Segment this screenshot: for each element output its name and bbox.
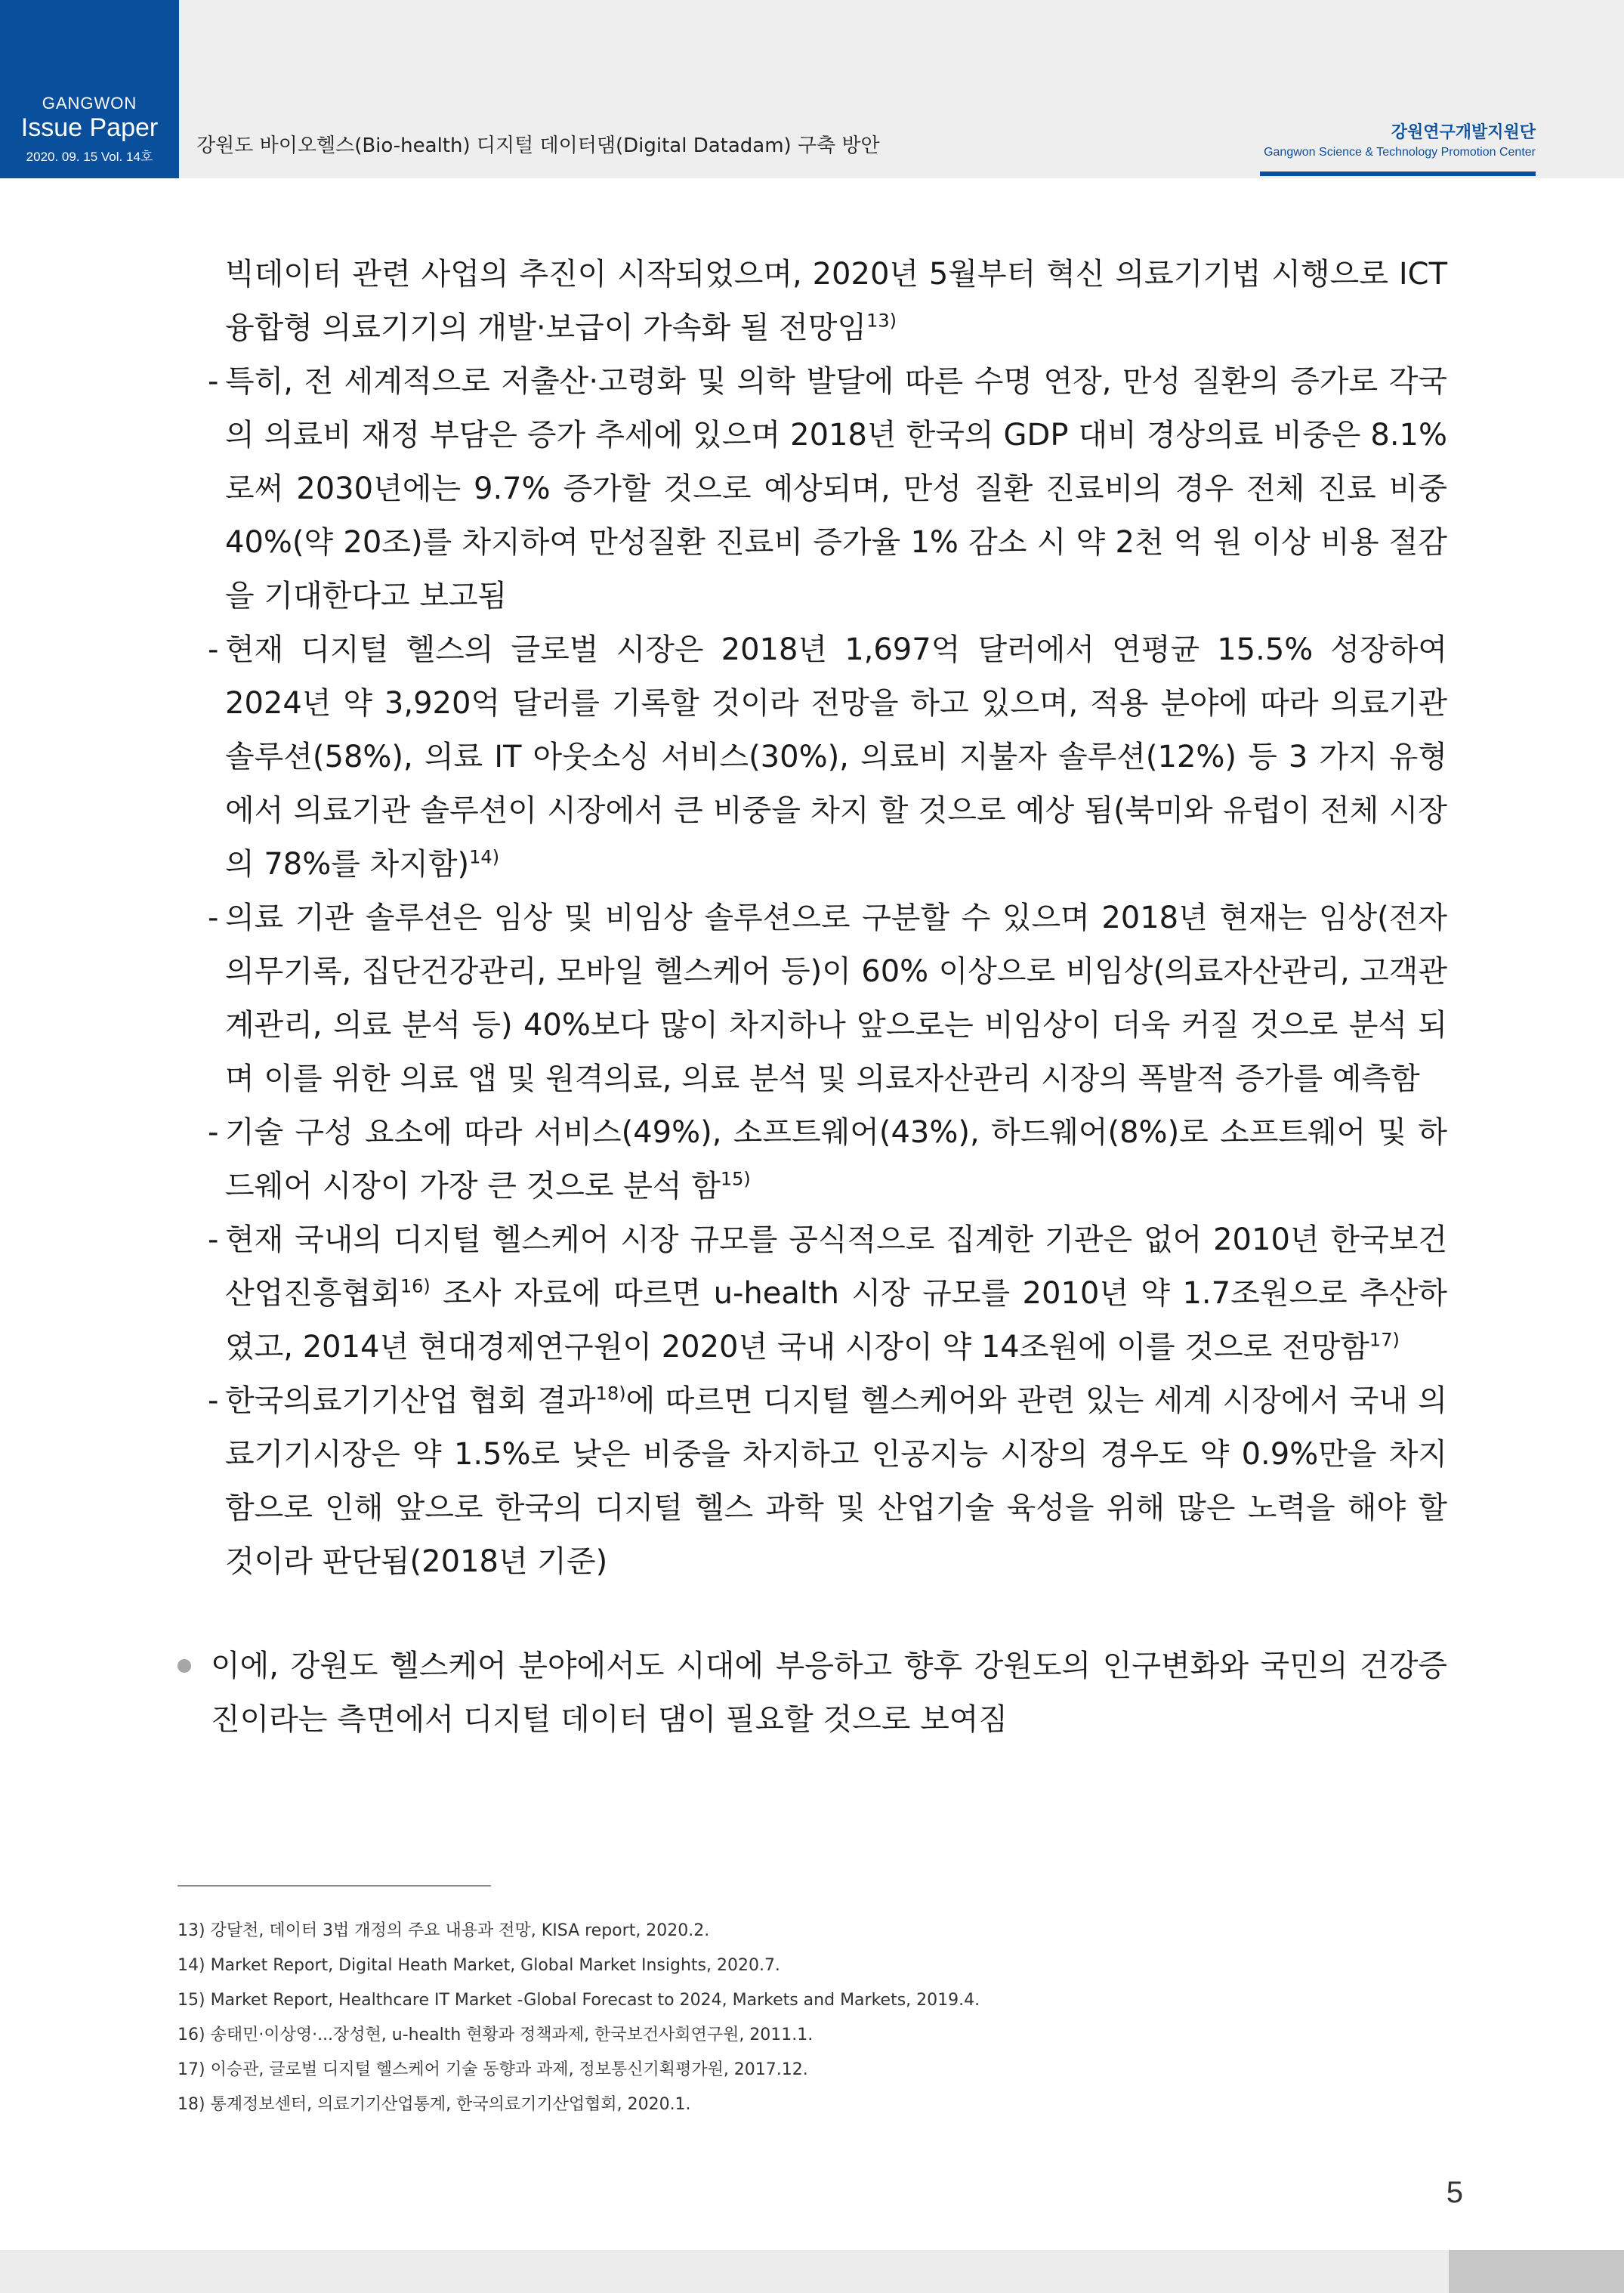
footer-tab [1449,2250,1624,2293]
list-item-text: 기술 구성 요소에 따라 서비스(49%), 소프트웨어(43%), 하드웨어(8%)로 소프트웨어 및 하드웨어 시장이 가장 큰 것으로 분석 함 [225,1115,1447,1204]
bullet-paragraph: 이에, 강원도 헬스케어 분야에서도 시대에 부응하고 향후 강원도의 인구변화와 국민의 건강증진이라는 측면에서 디지털 데이터 댐이 필요할 것으로 보여짐 [211,1649,1447,1737]
list-item-text: 현재 디지털 헬스의 글로벌 시장은 2018년 1,697억 달러에서 연평균 15.5% 성장하여 2024년 약 3,920억 달러를 기록할 것이라 전망을 하고 있으며, 적용 분야에 따라 의료기관 솔루션(58%), 의료 IT 아웃소싱 서비스(30%), 의료비 지불자 솔루션(12%) 등 3 가지 유형에서 의료기관 솔루션이 시장에서 큰 비중을 차지 할 것으로 예상 됨(북미와 유럽이 전체 시장의 78%를 차지함) [225,632,1447,882]
dash-marker: - [208,1115,219,1150]
footnote-divider [178,1885,491,1887]
dash-marker: - [208,901,219,935]
footnote-ref-14: 14) [469,846,500,868]
continuation-paragraph [225,248,1447,355]
list-item-text: 특히, 전 세계적으로 저출산·고령화 및 의학 발달에 따른 수명 연장, 만성 질환의 증가로 각국의 의료비 재정 부담은 증가 추세에 있으며 2018년 한국의 GDP 대비 경상의료 비중은 8.1%로써 2030년에는 9.7% 증가할 것으로 예상되며, 만성 질환 진료비의 경우 전체 진료 비중 40%(약 20조)를 차지하여 만성질환 진료비 증가율 1% 감소 시 약 2천 억 원 이상 비용 절감을 기대한다고 보고됨 [225,364,1447,613]
organization-underline [1260,172,1536,176]
footer-bar [0,2250,1449,2293]
organization-name-ko: 강원연구개발지원단 [1391,123,1536,142]
footnote-ref-15: 15) [720,1168,751,1190]
organization-name-en: Gangwon Science & Technology Promotion Center [1264,146,1536,159]
list-item-text: 의료 기관 솔루션은 임상 및 비임상 솔루션으로 구분할 수 있으며 2018년 현재는 임상(전자의무기록, 집단건강관리, 모바일 헬스케어 등)이 60% 이상으로 비임상(의료자산관리, 고객관계관리, 의료 분석 등) 40%보다 많이 차지하나 앞으로는 비임상이 더욱 커질 것으로 분석 되며 이를 위한 의료 앱 및 원격의료, 의료 분석 및 의료자산관리 시장의 폭발적 증가를 예측함 [225,901,1447,1096]
list-item [208,1213,1447,1374]
footnote-item: 15) Market Report, Healthcare IT Market -Global Forecast to 2024, Markets and Markets, 2019.4. [178,1991,980,2010]
dash-marker: - [208,1383,219,1418]
dash-list [208,355,1447,1589]
list-item-text: 한국의료기기산업 협회 결과 [225,1383,596,1418]
document-title: 강원도 바이오헬스(Bio-health) 디지털 데이터댐(Digital Datadam) 구축 방안 [196,134,880,157]
brand-issue-paper: Issue Paper [20,113,159,142]
footnote-ref-13: 13) [866,310,897,332]
list-item-text: 조사 자료에 따르면 u-health 시장 규모를 2010년 약 1.7조원으로 추산하였고, 2014년 현대경제연구원이 2020년 국내 시장이 약 14조원에 이를 것으로 전망함 [225,1276,1447,1364]
list-item-text: 현재 국내의 디지털 헬스케어 시장 규모를 공식적으로 집계한 기관은 없어 2010년 한국보건산업진흥협회 [225,1222,1447,1311]
list-item [208,1374,1447,1589]
list-item [208,1106,1447,1213]
footnote-list [178,1914,1462,2122]
list-item [208,355,1447,623]
footnote-ref-18: 18) [595,1383,626,1405]
brand-gangwon: GANGWON [42,94,137,113]
list-item [208,623,1447,892]
footnote-item: 17) 이승관, 글로벌 디지털 헬스케어 기술 동향과 과제, 정보통신기획평가원, 2017.12. [178,2060,808,2079]
footnote-ref-17: 17) [1369,1329,1400,1351]
brand-date-volume: 2020. 09. 15 Vol. 14호 [26,150,153,164]
dash-marker: - [208,364,219,399]
footnote-item: 16) 송태민·이상영·...장성현, u-health 현황과 정책과제, 한국보건사회연구원, 2011.1. [178,2026,814,2044]
footnote-ref-16: 16) [400,1275,431,1297]
footnote-item: 13) 강달천, 데이터 3법 개정의 주요 내용과 전망, KISA report, 2020.2. [178,1921,710,1940]
dash-marker: - [208,632,219,667]
dash-marker: - [208,1222,219,1257]
issue-paper-brand [0,0,179,178]
footnote-item: 14) Market Report, Digital Heath Market, Global Market Insights, 2020.7. [178,1956,780,1975]
list-item [208,892,1447,1106]
page-number: 5 [1446,2176,1463,2209]
footnote-item: 18) 통계정보센터, 의료기기산업통계, 한국의료기기산업협회, 2020.1. [178,2095,691,2114]
bullet-dot-icon [178,1659,191,1673]
page-header [0,0,1624,178]
list-item-text: 에 따르면 디지털 헬스케어와 관련 있는 세계 시장에서 국내 의료기기시장은 약 1.5%로 낮은 비중을 차지하고 인공지능 시장의 경우도 약 0.9%만을 차지함으로 인해 앞으로 한국의 디지털 헬스 과학 및 산업기술 육성을 위해 많은 노력을 해야 할 것이라 판단됨(2018년 기준) [225,1383,1448,1579]
continuation-text: 빅데이터 관련 사업의 추진이 시작되었으며, 2020년 5월부터 혁신 의료기기법 시행으로 ICT 융합형 의료기기의 개발·보급이 가속화 될 전망임 [225,257,1447,345]
